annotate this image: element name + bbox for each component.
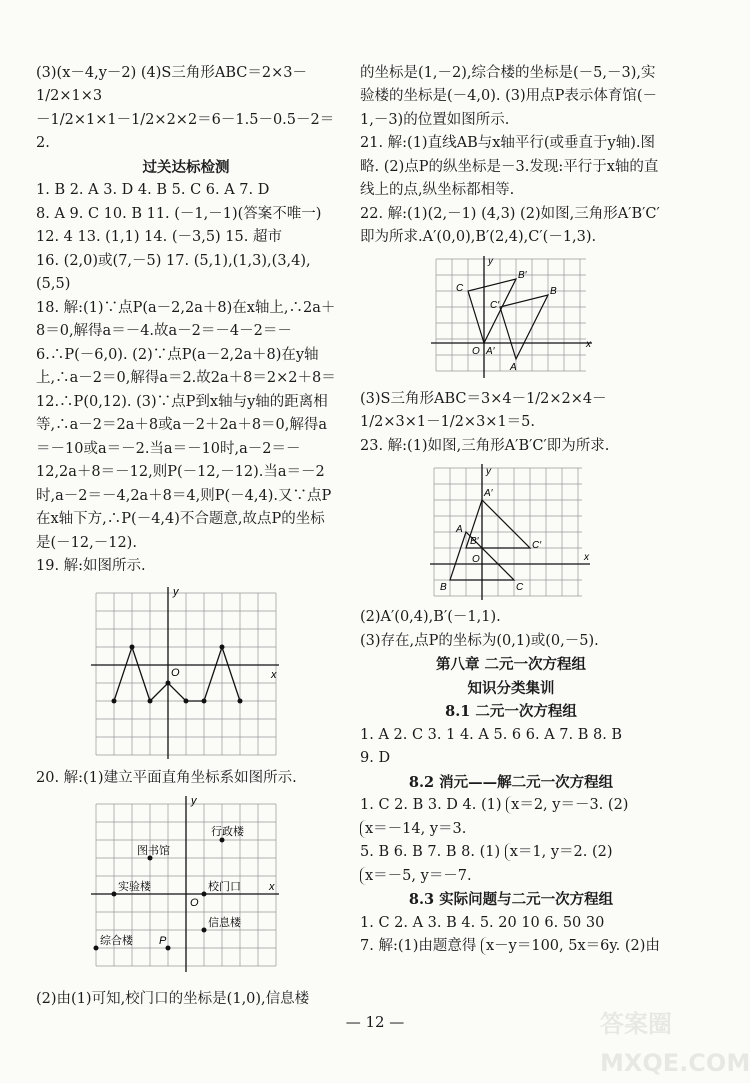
answer-line: 的坐标是(1,－2),综合楼的坐标是(－5,－3),实验楼的坐标是(－4,0). (3)用点P表示体育馆(－1,－3)的位置如图所示. [360, 65, 658, 128]
answer-line: 1. A 2. C 3. 1 4. A 5. 6 6. A 7. B 8. B [360, 726, 623, 743]
axis-label: y [173, 585, 179, 598]
point-label: C [456, 282, 464, 294]
answer-line: (3)存在,点P的坐标为(0,1)或(0,－5). [360, 632, 599, 649]
axis-label: x [269, 881, 275, 894]
map-label: 综合楼 [100, 935, 133, 948]
point-label: A [510, 361, 517, 373]
answer-text: (2) [607, 797, 629, 814]
point-label: B′ [470, 536, 479, 548]
solution-20-continued: (2)由(1)可知,校门口的坐标是(1,0),信息楼 [36, 991, 310, 1008]
section-heading: 知识分类集训 [467, 679, 555, 697]
axis-label: x [584, 552, 589, 564]
answer-line: (2)A′(0,4),B′(－1,1). [360, 609, 501, 626]
point-label: B′ [518, 269, 527, 281]
figure-19-graph [91, 583, 281, 763]
chapter-title: 第八章 二元一次方程组 [435, 656, 587, 674]
equation-system: x＝－14, y＝3. [360, 820, 466, 838]
answer-text: (2) [591, 844, 613, 861]
point-label: A′ [484, 488, 493, 500]
subsection-heading: 8.3 实际问题与二元一次方程组 [408, 891, 614, 909]
answer-line [360, 794, 662, 841]
point-label: C′ [532, 540, 542, 552]
answer-text: 5. B 6. B 7. B 8. (1) [360, 844, 501, 861]
answer-line: 12. 4 13. (1,1) 14. (－3,5) 15. 超市 [36, 229, 282, 246]
answer-line: 16. (2,0)或(7,－5) 17. (5,1),(1,3),(3,4),(5,5) [36, 252, 311, 293]
map-label: 行政楼 [211, 826, 244, 839]
point-label: B [550, 285, 557, 297]
axis-label: y [486, 466, 491, 478]
answer-line: －1/2×1×1－1/2×2×2＝6－1.5－0.5－2＝2. [36, 111, 335, 152]
map-label: 实验楼 [118, 881, 151, 894]
answer-line: 1. B 2. A 3. D 4. B 5. C 6. A 7. D [36, 182, 270, 199]
solution-23: 23. 解:(1)如图,三角形A′B′C′即为所求. [360, 437, 610, 454]
answer-text: (2)由 [624, 938, 660, 955]
right-column [360, 62, 662, 959]
map-label: P [159, 935, 167, 948]
figure-22-graph [426, 254, 596, 384]
answer-line: (3)(x－4,y－2) (4)S三角形ABC＝2×3－1/2×1×3 [36, 65, 307, 105]
point-label: O [472, 554, 480, 566]
figure-23-graph [426, 462, 596, 602]
subsection-heading: 8.1 二元一次方程组 [445, 703, 577, 721]
equation-system: x＝1, y＝2. [505, 843, 588, 861]
answer-text: 7. 解:(1)由题意得 [360, 938, 477, 955]
map-label: 校门口 [208, 881, 241, 894]
origin-label: O [190, 897, 199, 910]
answer-line [360, 841, 662, 888]
origin-label: O [171, 666, 180, 679]
map-label: 图书馆 [137, 845, 170, 858]
equation-system: x＝－5, y＝－7. [360, 867, 472, 885]
answer-line: 9. D [360, 750, 391, 767]
solution-18: 18. 解:(1)∵点P(a－2,2a＋8)在x轴上,∴2a＋8＝0,解得a＝－4.故a－2＝－4－2＝－6.∴P(－6,0). (2)∵点P(a－2,2a＋8)在y轴上,∴a－2＝0,解得a＝2.故2a＋8＝2×2＋8＝12.∴P(0,12). (3)∵点P到x轴与y轴的距离相等,∴a－2＝2a＋8或a－2＋2a＋8＝0,解得a＝－10或a＝－2.当a＝－10时,a－2＝－12,2a＋8＝－12,则P(－12,－12).当a＝－2时,a－2＝－4,2a＋8＝4,则P(－4,4).又∵点P在x轴下方,∴P(－4,4)不合题意,故点P的坐标是(－12,－12). [36, 299, 336, 551]
left-column [36, 62, 336, 1012]
subsection-heading: 8.2 消元——解二元一次方程组 [408, 773, 614, 791]
axis-label: y [488, 255, 493, 267]
solution-22-area: (3)S三角形ABC＝3×4－1/2×2×4－1/2×3×1－1/2×3×1＝5. [360, 390, 607, 431]
axis-label: y [191, 795, 197, 808]
answer-text: 1. C 2. B 3. D 4. (1) [360, 797, 502, 814]
map-label: 信息楼 [208, 917, 241, 930]
solution-22: 22. 解:(1)(2,－1) (4,3) (2)如图,三角形A′B′C′即为所求.A′(0,0),B′(2,4),C′(－1,3). [360, 205, 660, 246]
axis-label: x [271, 668, 277, 681]
solution-21: 21. 解:(1)直线AB与x轴平行(或垂直于y轴).图略. (2)点P的纵坐标是－3.发现:平行于x轴的直线上的点,纵坐标都相等. [360, 135, 659, 199]
answer-line [360, 935, 662, 958]
section-heading: 过关达标检测 [142, 158, 230, 176]
page-number: — 12 — [345, 1013, 405, 1031]
axis-label: x [586, 338, 591, 350]
watermark-logo: 答案圈 MXQE.COM [600, 1010, 750, 1077]
equation-system: x＝2, y＝－3. [506, 796, 603, 814]
point-label: C′ [490, 299, 500, 311]
equation-system: x－y＝100, 5x＝6y. [481, 937, 620, 955]
solution-19: 19. 解:如图所示. [36, 558, 146, 575]
point-label: A [456, 524, 463, 536]
figure-20-campus-map [91, 794, 281, 984]
solution-20: 20. 解:(1)建立平面直角坐标系如图所示. [36, 769, 297, 786]
point-label: A′ [486, 345, 495, 357]
point-label: C [516, 582, 524, 594]
point-label: O [472, 345, 480, 357]
answer-line: 1. C 2. A 3. B 4. 5. 20 10 6. 50 30 [360, 914, 605, 931]
point-label: B [440, 582, 447, 594]
answer-line: 8. A 9. C 10. B 11. (－1,－1)(答案不唯一) [36, 205, 322, 222]
